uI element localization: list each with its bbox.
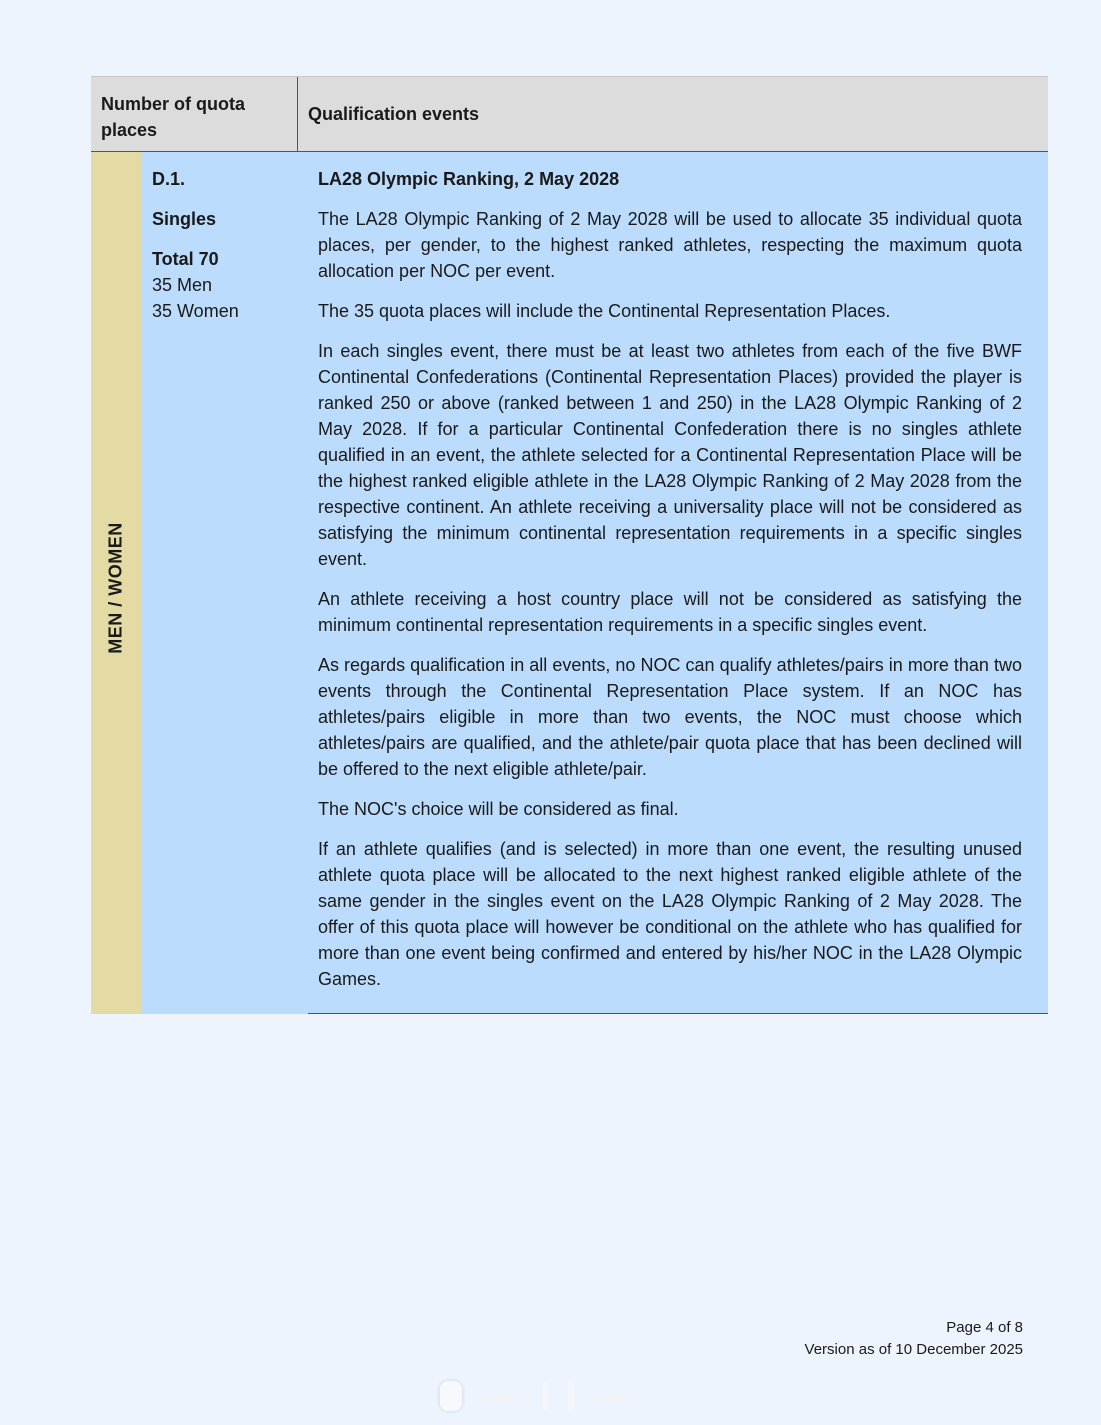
gender-column [91, 152, 142, 1014]
events-paragraph: In each singles event, there must be at least two athletes from each of the five BWF Continental Confederations (Continental Representation Places) provided the player is ranked 250 or above (ranked between 1 and 250) in the LA28 Olympic Ranking of 2 May 2028. If for a particular Continental Confederation there is no singles athlete qualified in an event, the athlete selected for a Continental Representation Place will be the highest ranked eligible athlete in the LA28 Olympic Ranking of 2 May 2028 from the respective continent. An athlete receiving a universality place will not be considered as satisfying the minimum continental representation requirements in a specific singles event. [318, 341, 1022, 569]
header-quota-places: Number of quota places [91, 77, 298, 151]
page-footer [805, 1317, 1023, 1361]
version-date: Version as of 10 December 2025 [804, 1341, 1023, 1358]
page-thumb-handle[interactable] [440, 1381, 462, 1411]
scroll-marker[interactable] [542, 1382, 548, 1410]
events-paragraph: An athlete receiving a host country place will not be considered as satisfying the minimum continental representation requirements in a specific singles event. [318, 589, 1022, 635]
events-paragraph: If an athlete qualifies (and is selected) in more than one event, the resulting unused athlete quota place will be allocated to the next highest ranked eligible athlete of the same gender in the singles event on the LA28 Olympic Ranking of 2 May 2028. The offer of this quota place will however be conditional on the athlete who has qualified for more than one event being confirmed and entered by his/her NOC in the LA28 Olympic Games. [318, 839, 1022, 989]
event-code: D.1. [152, 169, 186, 189]
header-qualification-events: Qualification events [308, 103, 480, 124]
table-body [91, 152, 1048, 1014]
events-column [308, 152, 1048, 1014]
quota-total: Total 70 [152, 249, 219, 269]
gender-label: MEN / WOMEN [105, 522, 126, 654]
scroll-track[interactable] [594, 1394, 634, 1399]
quota-men: 35 Men [152, 275, 213, 295]
quota-column [142, 152, 308, 1014]
events-paragraph: As regards qualification in all events, no NOC can qualify athletes/pairs in more than two events through the Continental Representation Place system. If an NOC has athletes/pairs eligible in more than two events, the NOC must choose which athletes/pairs are qualified, and the athlete/pair quota place that has been declined will be offered to the next eligible athlete/pair. [318, 655, 1022, 779]
events-paragraph: The 35 quota places will include the Continental Representation Places. [318, 301, 891, 321]
qualification-table [91, 76, 1048, 1014]
events-paragraph: The LA28 Olympic Ranking of 2 May 2028 will be used to allocate 35 individual quota places, per gender, to the highest ranked athletes, respecting the maximum quota allocation per NOC per event. [318, 209, 1022, 281]
table-header [91, 76, 1048, 152]
events-heading: LA28 Olympic Ranking, 2 May 2028 [318, 169, 620, 189]
events-paragraph: The NOC's choice will be considered as final. [318, 799, 679, 819]
page-number: Page 4 of 8 [946, 1319, 1023, 1336]
scroll-track[interactable] [482, 1394, 522, 1399]
page-navigation-overlay[interactable] [440, 1380, 666, 1412]
scroll-marker[interactable] [568, 1382, 574, 1410]
quota-women: 35 Women [152, 301, 239, 321]
event-name: Singles [152, 209, 217, 229]
